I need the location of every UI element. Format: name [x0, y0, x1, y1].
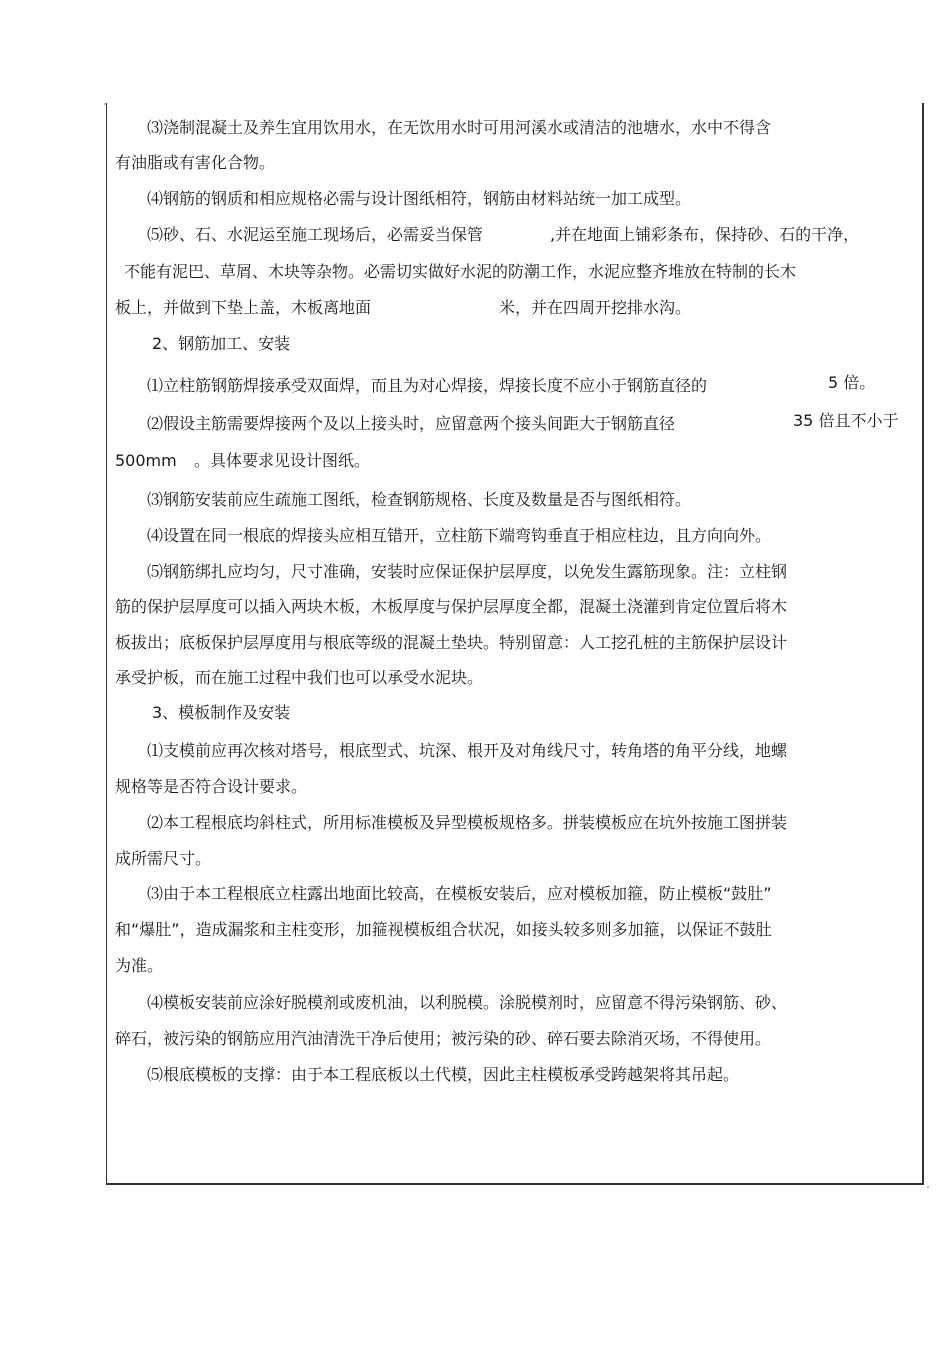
- text-line: ⑶钢筋安装前应生疏施工图纸，检查钢筋规格、长度及数量是否与图纸相符。: [147, 490, 692, 509]
- text-line: ⑵本工程根底均斜柱式，所用标准模板及异型模板规格多。拼装模板应在坑外按施工图拼装: [147, 813, 788, 832]
- text-line: 不能有泥巴、草屑、木块等杂物。必需切实做好水泥的防潮工作，水泥应整齐堆放在特制的长木: [124, 262, 797, 281]
- text-line: ⑸砂、石、水泥运至施工现场后，必需妥当保管: [147, 225, 484, 244]
- text-line: 。具体要求见设计图纸。: [194, 451, 371, 470]
- text-line: 规格等是否符合设计要求。: [115, 777, 308, 796]
- text-line: 板拔出；底板保护层厚度用与根底等级的混凝土垫块。特别留意：人工挖孔桩的主筋保护层设计: [115, 633, 788, 652]
- text-line: 碎石，被污染的钢筋应用汽油清洗干净后使用；被污染的砂、碎石要去除消灭场，不得使用。: [115, 1029, 772, 1048]
- text-line: ,并在地面上铺彩条布，保持砂、石的干净，: [550, 225, 860, 244]
- text-line: 和“爆肚”，造成漏浆和主柱变形，加箍视模板组合状况，如接头较多则多加箍，以保证不鼓肚: [115, 920, 772, 939]
- section-heading: 2、钢筋加工、安装: [152, 334, 291, 353]
- text-line: 35 倍且不小于: [793, 411, 899, 430]
- text-line: 成所需尺寸。: [115, 849, 212, 868]
- section-heading: 3、模板制作及安装: [152, 703, 291, 722]
- corner-mark: [104, 103, 106, 105]
- text-line: ⑴支模前应再次核对塔号，根底型式、坑深、根开及对角线尺寸，转角塔的角平分线，地螺: [147, 741, 788, 760]
- text-line: ⑷钢筋的钢质和相应规格必需与设计图纸相符，钢筋由材料站统一加工成型。: [147, 189, 692, 208]
- text-line: ⑵假设主筋需要焊接两个及以上接头时，应留意两个接头间距大于钢筋直径: [147, 414, 676, 433]
- text-line: ⑶由于本工程根底立柱露出地面比较高，在模板安装后，应对模板加箍，防止模板“鼓肚”: [147, 884, 772, 903]
- text-line: 为准。: [115, 956, 164, 975]
- text-line: ⑶浇制混凝土及养生宜用饮用水，在无饮用水时可用河溪水或清洁的池塘水，水中不得含: [147, 118, 772, 137]
- text-line: ⑷设置在同一根底的焊接头应相互错开，立柱筋下端弯钩垂直于相应柱边，且方向向外。: [147, 526, 772, 545]
- text-line: 承受护板，而在施工过程中我们也可以承受水泥块。: [115, 668, 484, 687]
- text-line: 米，并在四周开挖排水沟。: [499, 298, 692, 317]
- text-line: 500mm: [115, 451, 177, 470]
- text-line: 5 倍。: [828, 373, 876, 392]
- corner-mark: [927, 1186, 929, 1188]
- text-line: 板上，并做到下垫上盖，木板离地面: [115, 298, 372, 317]
- text-line: ⑸根底模板的支撑：由于本工程底板以土代模，因此主柱模板承受跨越架将其吊起。: [147, 1065, 740, 1084]
- text-line: ⑷模板安装前应涂好脱模剂或废机油，以利脱模。涂脱模剂时，应留意不得污染钢筋、砂、: [147, 993, 788, 1012]
- text-line: 有油脂或有害化合物。: [115, 153, 276, 172]
- text-line: ⑴立柱筋钢筋焊接承受双面焊，而且为对心焊接，焊接长度不应小于钢筋直径的: [147, 376, 708, 395]
- text-line: ⑸钢筋绑扎应均匀，尺寸准确，安装时应保证保护层厚度，以免发生露筋现象。注：立柱钢: [147, 562, 788, 581]
- text-line: 筋的保护层厚度可以插入两块木板，木板厚度与保护层厚度全都，混凝土浇灌到肯定位置后将木: [115, 597, 788, 616]
